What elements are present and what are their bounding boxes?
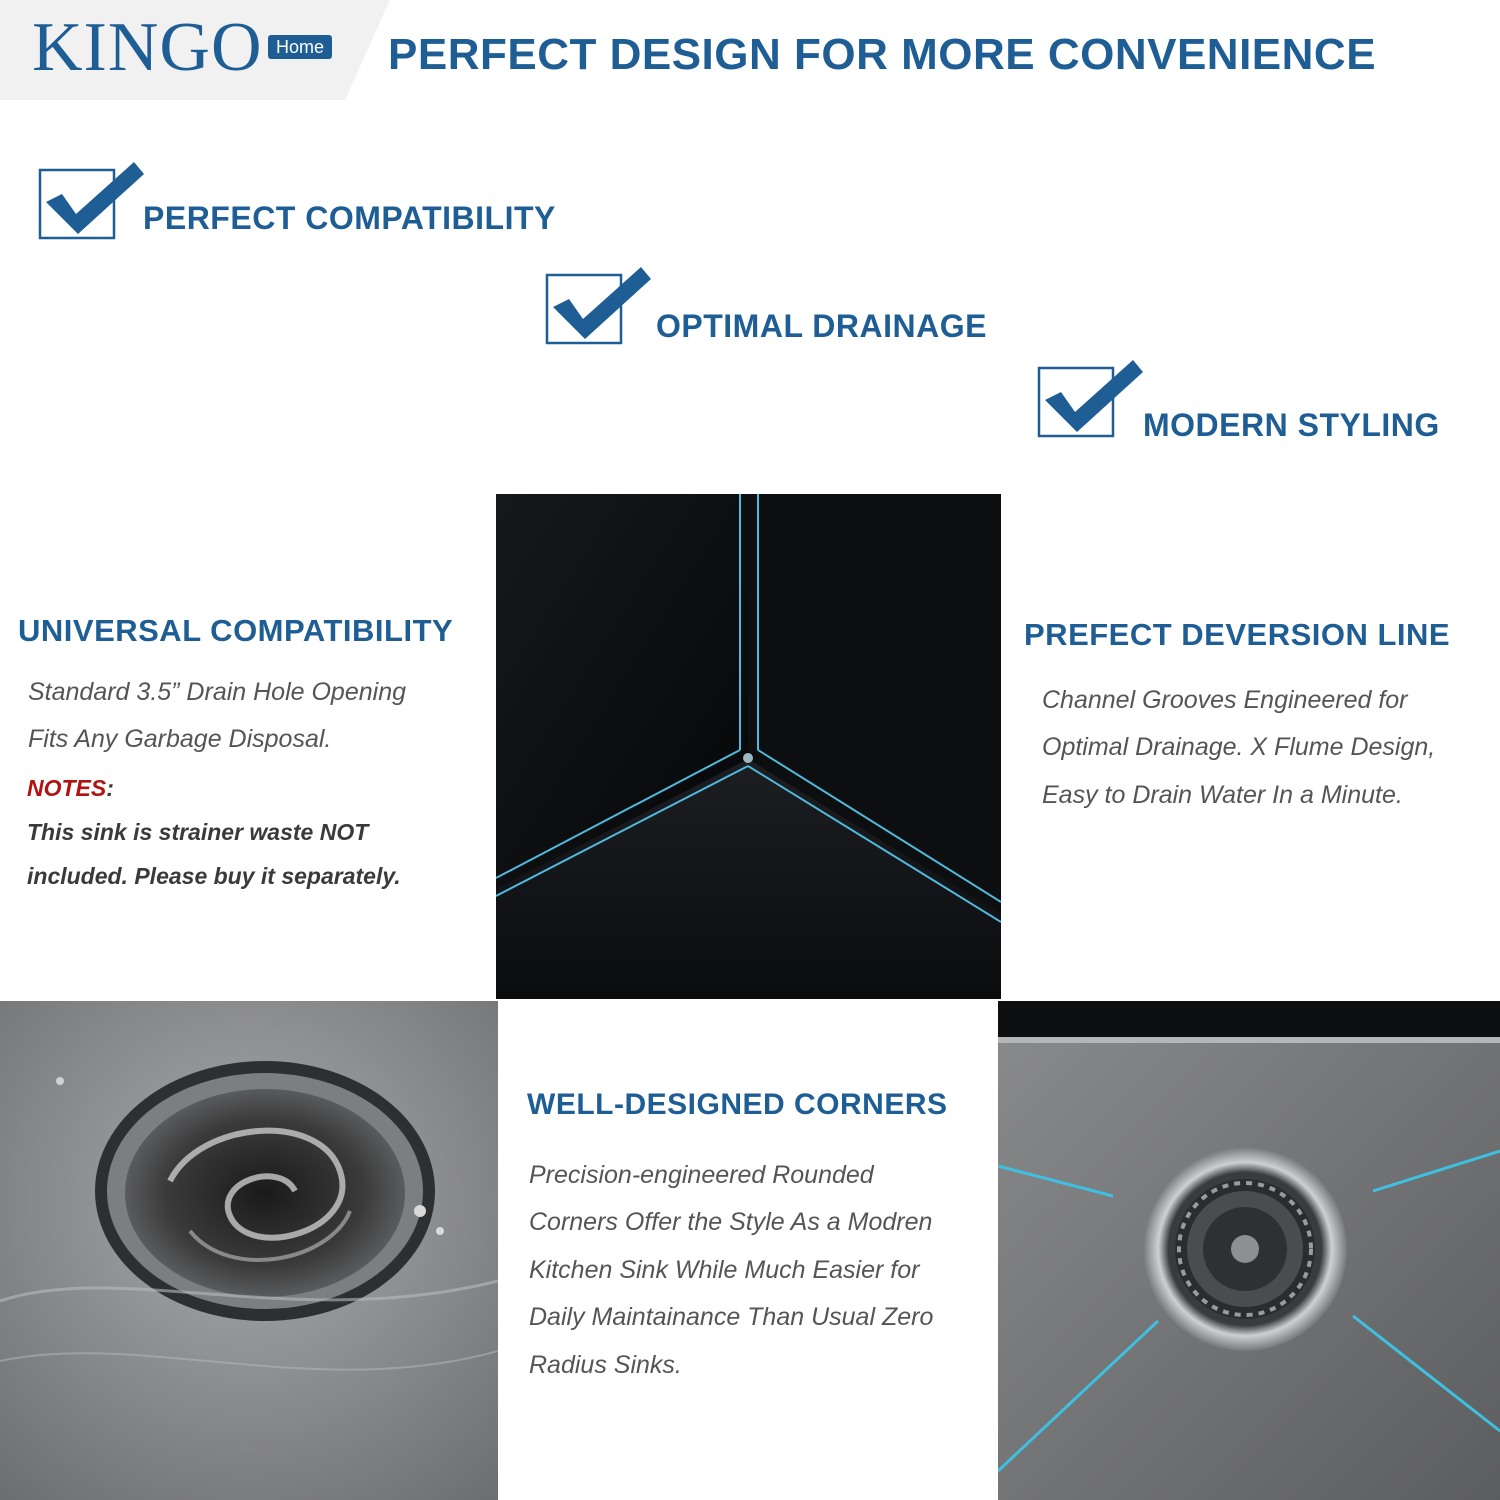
- universal-title: UNIVERSAL COMPATIBILITY: [18, 613, 454, 648]
- corners-title: WELL-DESIGNED CORNERS: [527, 1088, 948, 1121]
- feature-perfect-compatibility: PERFECT COMPATIBILITY: [143, 200, 556, 236]
- brand-badge: Home: [268, 35, 332, 59]
- corners-line: Radius Sinks.: [529, 1351, 682, 1379]
- sink-strainer-photo: [998, 1001, 1500, 1500]
- notes-heading: [27, 775, 114, 802]
- diversion-line: Easy to Drain Water In a Minute.: [1042, 781, 1403, 809]
- universal-line: Standard 3.5” Drain Hole Opening: [28, 678, 407, 706]
- notes-line: This sink is strainer waste NOT: [27, 819, 369, 845]
- checkbox-icon: [543, 265, 655, 349]
- corners-line: Corners Offer the Style As a Modren: [529, 1208, 933, 1236]
- feature-optimal-drainage: OPTIMAL DRAINAGE: [656, 308, 987, 344]
- corners-line: Kitchen Sink While Much Easier for: [529, 1256, 920, 1284]
- corners-line: Precision-engineered Rounded: [529, 1161, 874, 1189]
- feature-modern-styling: MODERN STYLING: [1143, 407, 1440, 443]
- notes-colon: :: [106, 775, 114, 801]
- brand-logo: KINGO: [32, 9, 263, 86]
- drain-swirl-photo: [0, 1001, 498, 1500]
- diversion-line: Channel Grooves Engineered for: [1042, 686, 1408, 714]
- groove-corner-photo: [496, 494, 1001, 999]
- universal-line: Fits Any Garbage Disposal.: [28, 725, 332, 753]
- notes-line: included. Please buy it separately.: [27, 863, 401, 889]
- page-headline: PERFECT DESIGN FOR MORE CONVENIENCE: [388, 30, 1377, 79]
- corners-line: Daily Maintainance Than Usual Zero: [529, 1303, 934, 1331]
- checkbox-icon: [36, 160, 148, 244]
- diversion-line: Optimal Drainage. X Flume Design,: [1042, 733, 1436, 761]
- checkbox-icon: [1035, 358, 1147, 442]
- diversion-title: PREFECT DEVERSION LINE: [1024, 617, 1451, 652]
- notes-label: NOTES: [27, 775, 107, 801]
